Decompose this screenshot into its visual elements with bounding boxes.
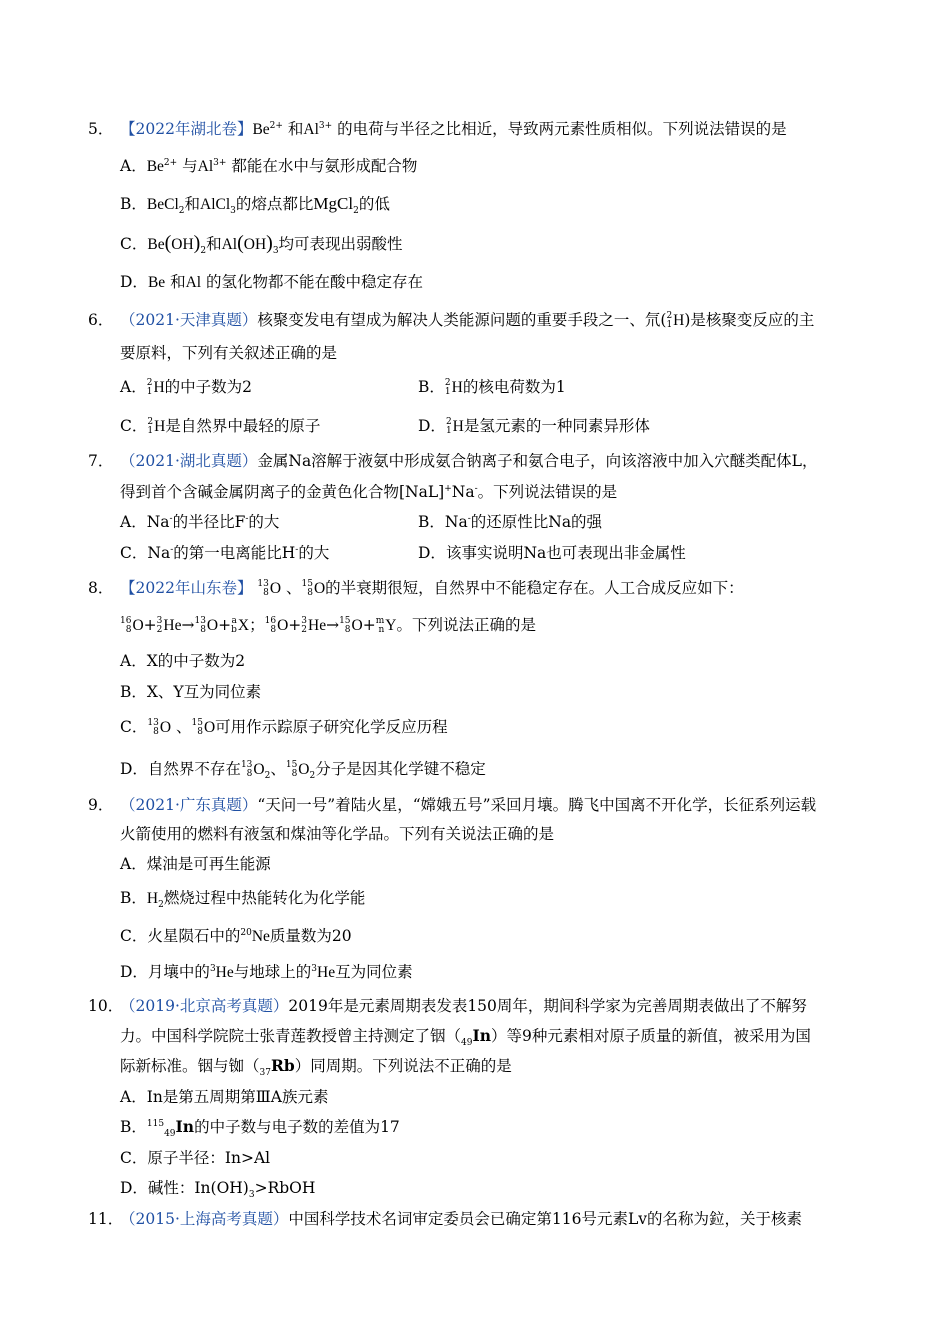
text-fragment: 的还原性比Na的强 <box>470 513 603 531</box>
text: )是核聚变反应的主 <box>684 311 815 329</box>
text-fragment: He <box>308 617 327 634</box>
text-fragment: H <box>153 379 165 396</box>
text-fragment: 是氢元素的一种同素异形体 <box>463 417 650 435</box>
text-fragment: Na <box>444 513 468 531</box>
text-fragment: 金属Na溶解于液氨中形成氨合钠离子和氨合电子，向该溶液中加入穴醚类配体L， <box>257 452 818 470</box>
formula: Be <box>147 236 165 253</box>
text-fragment: Na <box>451 483 475 501</box>
option-label: D． <box>120 273 148 291</box>
question-9-option-a <box>120 853 271 875</box>
text-fragment: 1 <box>666 320 673 330</box>
text-fragment: + <box>362 616 376 634</box>
text-fragment: 的第一电离能比H <box>173 544 296 562</box>
text-fragment: 10． <box>88 997 124 1015</box>
text-fragment: 13 <box>240 760 253 770</box>
text-fragment: - <box>467 513 471 524</box>
text-fragment: 的半径比F <box>172 513 246 531</box>
question-8-option-a <box>120 650 245 672</box>
text-fragment <box>376 617 385 635</box>
text-fragment: 得到首个含碱金属阴离子的金黄色化合物[NaL] <box>120 483 445 501</box>
text-fragment: 3 <box>248 1190 255 1201</box>
question-number: 5． <box>88 120 114 138</box>
question-5-option-d <box>120 271 423 294</box>
text-fragment: 1 <box>147 426 154 436</box>
text-fragment: 燃烧过程中热能转化为化学能 <box>163 889 366 907</box>
text-fragment: Ne <box>251 928 270 945</box>
text-fragment: B．X、Y互为同位素 <box>120 683 262 701</box>
text-fragment: （2019·北京高考真题） <box>120 997 289 1015</box>
text-fragment: 16 <box>120 616 132 626</box>
text-fragment: In <box>472 1026 491 1045</box>
text-fragment: C． <box>120 544 148 562</box>
text-fragment: O <box>277 617 289 634</box>
text-fragment: 15 <box>339 616 351 626</box>
text-fragment: a <box>231 616 237 626</box>
text-fragment: 、 <box>175 718 192 736</box>
text-fragment: （2021·广东真题） <box>120 796 258 814</box>
text-fragment: 49 <box>164 1129 176 1140</box>
text-fragment: 2 <box>264 771 271 782</box>
text-fragment: 8 <box>344 625 351 635</box>
text-fragment: O <box>351 617 363 634</box>
question-7-stem-line2 <box>120 481 617 503</box>
text-fragment: 13 <box>194 616 206 626</box>
subscript: 2 <box>178 206 185 217</box>
text-fragment: 1 <box>444 387 451 397</box>
formula: OH <box>171 236 194 253</box>
text-fragment: 2 <box>156 625 163 635</box>
text-fragment: 的核电荷数为1 <box>462 378 566 396</box>
text-fragment: O <box>159 719 172 736</box>
text: 和 <box>206 235 222 253</box>
question-7-option-a <box>120 511 279 533</box>
question-9-option-d <box>120 961 413 984</box>
text-fragment: 49 <box>461 1038 473 1049</box>
question-9-option-b <box>120 887 365 910</box>
text-fragment <box>147 418 153 436</box>
text-fragment: （2015·上海高考真题） <box>120 1210 289 1228</box>
text: 均可表现出弱酸性 <box>278 235 403 253</box>
text-fragment: 15 <box>191 718 203 728</box>
question-6-stem-line2 <box>120 342 337 364</box>
text-fragment: D．自然界不存在 <box>120 760 241 778</box>
option-label: C． <box>120 235 148 253</box>
text-fragment: + <box>444 483 452 494</box>
question-5-option-c <box>120 232 403 256</box>
text-fragment <box>446 418 452 436</box>
charge: 3+ <box>213 157 227 168</box>
formula: Al <box>303 121 319 138</box>
text-fragment: ； <box>249 616 265 634</box>
text-fragment: + <box>288 616 302 634</box>
text-fragment <box>301 617 307 635</box>
text-fragment: 1 <box>445 426 452 436</box>
text-fragment: 。下列说法错误的是 <box>477 483 618 501</box>
text-fragment: He <box>215 964 234 981</box>
text-fragment: - <box>245 513 249 524</box>
text-fragment: O <box>206 617 219 634</box>
text-fragment: 的半衰期很短，自然界中不能稳定存在。人工合成反应如下： <box>325 579 744 597</box>
text-fragment <box>120 617 131 635</box>
question-6-option-d <box>418 415 650 438</box>
text-fragment: - <box>169 513 173 524</box>
text-fragment: 9． <box>88 796 114 814</box>
question-7-stem <box>88 450 817 472</box>
formula: Al <box>185 274 202 291</box>
text-fragment: n <box>378 625 385 635</box>
text-fragment: O <box>298 761 310 778</box>
text: 和 <box>287 120 304 138</box>
text-fragment: O <box>132 617 144 634</box>
text-fragment: - <box>474 483 478 494</box>
question-6-option-c <box>120 415 320 438</box>
text-fragment: 3 <box>209 963 216 974</box>
text-fragment: 2 <box>666 311 673 321</box>
question-7-option-d <box>418 542 686 564</box>
text-fragment: Na <box>147 544 171 562</box>
text-fragment: 2 <box>444 378 451 388</box>
text-fragment: 3 <box>301 616 307 626</box>
option-label: A． <box>120 157 147 175</box>
text-fragment <box>194 617 205 635</box>
formula: OH <box>243 236 267 253</box>
text-fragment <box>241 761 252 779</box>
text-fragment: B． <box>120 1118 147 1136</box>
text-fragment: 中国科学技术名词审定委员会已确定第116号元素Lv的名称为鉝，关于核素 <box>288 1210 803 1228</box>
text-fragment: C．原子半径：In>Al <box>120 1149 271 1167</box>
text-fragment: b <box>231 625 237 635</box>
text-fragment <box>157 617 163 635</box>
question-9-stem <box>88 794 816 816</box>
text: 的氢化物都不能在酸中稳定存在 <box>206 273 424 291</box>
formula: Be <box>146 158 164 175</box>
text-fragment: 13 <box>147 718 159 728</box>
subscript: 2 <box>200 246 207 257</box>
text-fragment: 8． <box>88 579 114 597</box>
text-fragment: 、 <box>270 760 286 778</box>
text-fragment: C．火星陨石中的 <box>120 927 241 945</box>
text-fragment: 该事实说明Na也可表现出非金属性 <box>445 544 686 562</box>
text-fragment: He <box>317 964 336 981</box>
text-fragment: D． <box>418 417 446 435</box>
text-fragment: ）等9种元素相对原子质量的新值，被采用为国 <box>491 1027 811 1045</box>
question-10-option-a <box>120 1086 328 1108</box>
text-fragment: B． <box>418 513 445 531</box>
text-fragment <box>147 379 153 397</box>
text-fragment: 互为同位素 <box>335 963 413 981</box>
text: 与 <box>182 157 198 175</box>
text-fragment: C． <box>120 417 148 435</box>
text-fragment: 可用作示踪原子研究化学反应历程 <box>215 718 448 736</box>
text-fragment: 分子是因其化学键不稳定 <box>315 760 486 778</box>
text-fragment: + <box>218 616 232 634</box>
text-fragment: → <box>181 616 195 634</box>
question-11-stem <box>88 1208 802 1230</box>
question-6-option-b <box>418 376 566 399</box>
text-fragment: 与地球上的 <box>233 963 312 981</box>
text-fragment: O <box>269 580 282 597</box>
text-fragment <box>257 580 268 598</box>
text-fragment: 13 <box>257 579 269 589</box>
question-10-option-b <box>120 1116 400 1138</box>
nuclide-numbers <box>666 312 672 330</box>
charge: 3+ <box>318 120 333 131</box>
paren: ( <box>164 232 172 254</box>
text-fragment: 8 <box>270 625 277 635</box>
question-8-option-b <box>120 681 261 703</box>
text-fragment: + <box>143 616 157 634</box>
subscript: 3 <box>230 206 236 217</box>
formula: H <box>673 312 685 329</box>
text-fragment: 是自然界中最轻的原子 <box>165 417 321 435</box>
text-fragment: In <box>175 1117 195 1136</box>
text-fragment: 8 <box>246 769 253 779</box>
text-fragment: 的中子数与电子数的差值为17 <box>194 1118 400 1136</box>
text-fragment <box>191 719 202 737</box>
question-8-stem <box>88 577 744 600</box>
question-10-option-c <box>120 1147 270 1169</box>
text-fragment: 的大 <box>298 544 330 562</box>
formula: Al <box>197 158 214 175</box>
paren: ) <box>266 232 273 254</box>
text: 和 <box>170 273 186 291</box>
question-10-stem <box>88 995 807 1017</box>
text-fragment: D． <box>418 544 446 562</box>
text-fragment: Na <box>146 513 170 531</box>
text-fragment: “天问一号”着陆火星，“嫦娥五号”采回月壤。腾飞中国离不开化学，长征系列运载 <box>257 796 817 814</box>
formula: MgCl <box>313 194 354 213</box>
text-fragment <box>231 617 237 635</box>
text-fragment: H <box>452 418 464 435</box>
text-fragment: 8 <box>125 625 132 635</box>
text: 核聚变发电有望成为解决人类能源问题的重要手段之一、氘( <box>257 311 667 329</box>
question-6-option-a <box>120 376 252 399</box>
text-fragment: 2 <box>309 771 316 782</box>
text-fragment: ）同周期。下列说法不正确的是 <box>294 1057 512 1075</box>
text-fragment <box>339 617 350 635</box>
text: 都能在水中与氨形成配合物 <box>231 157 418 175</box>
text-fragment: - <box>295 544 299 555</box>
text-fragment: 7． <box>88 452 114 470</box>
question-source: （2021·天津真题） <box>120 311 258 329</box>
text-fragment: >RbOH <box>254 1179 316 1197</box>
question-10-stem-line2 <box>120 1025 811 1047</box>
text-fragment: A．X的中子数为2 <box>120 652 246 670</box>
text-fragment: Y <box>385 617 397 634</box>
text: 的熔点都比 <box>235 195 314 213</box>
text-fragment: 8 <box>307 588 313 598</box>
text-fragment: H <box>146 890 159 907</box>
text-fragment: 11． <box>88 1210 124 1228</box>
text-fragment: O <box>253 761 265 778</box>
text-fragment: - <box>170 544 174 555</box>
question-source: 【2022年湖北卷】 <box>120 120 253 138</box>
text-fragment: O <box>313 580 326 597</box>
text-fragment: C． <box>120 718 148 736</box>
text-fragment: A． <box>120 513 147 531</box>
text-fragment: X <box>237 617 250 634</box>
text-fragment: 要原料，下列有关叙述正确的是 <box>120 344 338 362</box>
text-fragment: 2 <box>147 417 154 427</box>
text-fragment: D．碱性：In(OH) <box>120 1179 249 1197</box>
formula: Be <box>147 274 166 291</box>
text-fragment: Rb <box>270 1056 295 1075</box>
question-number: 6． <box>88 311 114 329</box>
text-fragment: A． <box>120 378 147 396</box>
text-fragment: 1 <box>146 387 153 397</box>
paren: ( <box>237 232 244 254</box>
question-9-stem-line2 <box>120 823 554 845</box>
formula: Al <box>221 236 238 253</box>
question-5-stem <box>88 118 787 141</box>
text-fragment: m <box>375 616 385 626</box>
text-fragment: 、 <box>285 579 302 597</box>
text-fragment: 8 <box>291 769 298 779</box>
text: 和 <box>184 195 201 213</box>
text-fragment <box>286 761 297 779</box>
question-7-option-b <box>418 511 602 533</box>
text-fragment: D．月壤中的 <box>120 963 210 981</box>
text-fragment: 15 <box>285 760 298 770</box>
formula: AlCl <box>200 196 231 213</box>
text-fragment: 20 <box>240 927 252 938</box>
question-9-option-c <box>120 925 352 948</box>
text-fragment: 37 <box>259 1068 271 1079</box>
text-fragment: B． <box>418 378 445 396</box>
charge: 2+ <box>269 120 283 131</box>
text-fragment: B． <box>120 889 147 907</box>
text-fragment: （2021·湖北真题） <box>120 452 258 470</box>
text: 的低 <box>358 195 390 213</box>
text-fragment: 。下列说法正确的是 <box>396 616 536 634</box>
text-fragment: 3 <box>311 963 317 974</box>
text-fragment: 15 <box>301 579 313 589</box>
paren: ) <box>193 232 201 254</box>
text-fragment: A．煤油是可再生能源 <box>120 855 271 873</box>
text-fragment: 的中子数为2 <box>164 378 253 396</box>
text-fragment <box>265 617 276 635</box>
text-fragment: 8 <box>263 588 269 598</box>
text-fragment: 火箭使用的燃料有液氢和煤油等化学品。下列有关说法正确的是 <box>120 825 555 843</box>
formula: Be <box>252 121 270 138</box>
question-10-option-d <box>120 1177 315 1199</box>
text-fragment: H <box>451 379 463 396</box>
text-fragment: 2 <box>158 900 164 911</box>
text-fragment: 16 <box>264 616 277 626</box>
text-fragment: 的大 <box>248 513 280 531</box>
text-fragment: 8 <box>197 727 203 737</box>
text-fragment: 2019年是元素周期表发表150周年，期间科学家为完善周期表做出了不解努 <box>288 997 807 1015</box>
text-fragment <box>147 719 158 737</box>
text-fragment: → <box>326 616 340 634</box>
text-fragment: H <box>154 418 166 435</box>
text: 的电荷与半径之比相近，导致两元素性质相似。下列说法错误的是 <box>337 120 787 138</box>
text-fragment: 质量数为20 <box>269 927 352 945</box>
text-fragment: 2 <box>301 625 307 635</box>
text-fragment: O <box>203 719 216 736</box>
text-fragment: 3 <box>156 616 163 626</box>
question-5-option-b <box>120 193 390 216</box>
text-fragment <box>445 379 451 397</box>
question-10-stem-line3 <box>120 1055 512 1077</box>
subscript: 3 <box>272 246 279 257</box>
text-fragment: 2 <box>146 378 153 388</box>
question-5-option-a <box>120 155 417 178</box>
question-7-option-c <box>120 542 329 564</box>
text-fragment: 力。中国科学院院士张青莲教授曾主持测定了铟（ <box>120 1027 462 1045</box>
text-fragment: 115 <box>146 1118 165 1129</box>
text-fragment: 8 <box>200 625 206 635</box>
text-fragment: 8 <box>153 727 159 737</box>
question-6-stem <box>88 309 814 332</box>
question-8-option-c <box>120 716 448 739</box>
question-8-equations <box>120 614 536 637</box>
text-fragment: 【2022年山东卷】 <box>120 579 253 597</box>
question-8-option-d <box>120 758 486 781</box>
text-fragment: 2 <box>445 417 452 427</box>
formula: BeCl <box>146 196 179 213</box>
charge: 2+ <box>163 157 178 168</box>
text-fragment: He <box>163 617 182 634</box>
option-label: B． <box>120 195 147 213</box>
subscript: 2 <box>353 206 359 217</box>
text-fragment <box>302 580 313 598</box>
text-fragment: A．In是第五周期第ⅢA族元素 <box>120 1088 329 1106</box>
text-fragment: 际新标准。铟与铷（ <box>120 1057 260 1075</box>
